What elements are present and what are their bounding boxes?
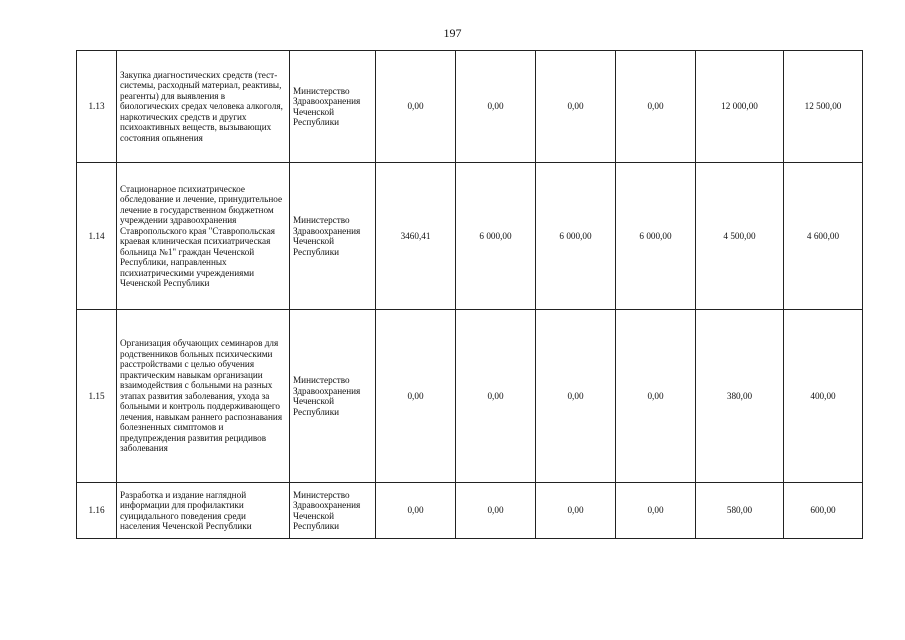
amount-cell: 580,00 <box>696 483 784 539</box>
row-number-cell: 1.16 <box>77 483 117 539</box>
amount-cell: 0,00 <box>456 483 536 539</box>
amount-cell: 0,00 <box>376 483 456 539</box>
amount-cell: 4 600,00 <box>784 163 863 310</box>
amount-cell: 0,00 <box>536 483 616 539</box>
amount-cell: 0,00 <box>456 51 536 163</box>
amount-cell: 6 000,00 <box>456 163 536 310</box>
measure-description-cell: Организация обучающих семинаров для родственников больных психическими расстройствами с целью обучения практическим навыкам организации взаимодействия с больными на разных этапах развития заболевания, ухода за больными и контроль поддерживающего лечения, навыкам раннего распознавания болезненных симптомов и предупреждения развития рецидивов заболевания <box>117 310 290 483</box>
row-number-cell: 1.13 <box>77 51 117 163</box>
executor-cell: Министерство Здравоохранения Чеченской Республики <box>290 51 376 163</box>
executor-cell: Министерство Здравоохранения Чеченской Республики <box>290 483 376 539</box>
amount-cell: 0,00 <box>376 310 456 483</box>
amount-cell: 400,00 <box>784 310 863 483</box>
amount-cell: 0,00 <box>456 310 536 483</box>
program-measures-table <box>76 50 863 539</box>
page-number: 197 <box>443 26 462 40</box>
amount-cell: 4 500,00 <box>696 163 784 310</box>
measure-description-cell: Стационарное психиатрическое обследование и лечение, принудительное лечение в государственном бюджетном учреждении здравоохранения Ставропольского края "Ставропольская краевая клиническая психиатрическая больница №1" граждан Чеченской Республики, направленных психиатрическими учреждениями Чеченской Республики <box>117 163 290 310</box>
amount-cell: 12 000,00 <box>696 51 784 163</box>
table-row <box>77 483 863 539</box>
row-number-cell: 1.15 <box>77 310 117 483</box>
executor-cell: Министерство Здравоохранения Чеченской Республики <box>290 310 376 483</box>
amount-cell: 12 500,00 <box>784 51 863 163</box>
row-number-cell: 1.14 <box>77 163 117 310</box>
table-row <box>77 51 863 163</box>
amount-cell: 380,00 <box>696 310 784 483</box>
table-row <box>77 310 863 483</box>
amount-cell: 0,00 <box>616 310 696 483</box>
amount-cell: 3460,41 <box>376 163 456 310</box>
amount-cell: 6 000,00 <box>536 163 616 310</box>
measure-description-cell: Закупка диагностических средств (тест-системы, расходный материал, реактивы, реагенты) для выявления в биологических средах человека алкоголя, наркотических средств и других психоактивных веществ, вызывающих состояния опьянения <box>117 51 290 163</box>
amount-cell: 0,00 <box>536 51 616 163</box>
executor-cell: Министерство Здравоохранения Чеченской Республики <box>290 163 376 310</box>
amount-cell: 0,00 <box>376 51 456 163</box>
amount-cell: 0,00 <box>616 51 696 163</box>
measure-description-cell: Разработка и издание наглядной информации для профилактики суицидального поведения среди населения Чеченской Республики <box>117 483 290 539</box>
amount-cell: 0,00 <box>536 310 616 483</box>
table-row <box>77 163 863 310</box>
amount-cell: 6 000,00 <box>616 163 696 310</box>
amount-cell: 600,00 <box>784 483 863 539</box>
amount-cell: 0,00 <box>616 483 696 539</box>
